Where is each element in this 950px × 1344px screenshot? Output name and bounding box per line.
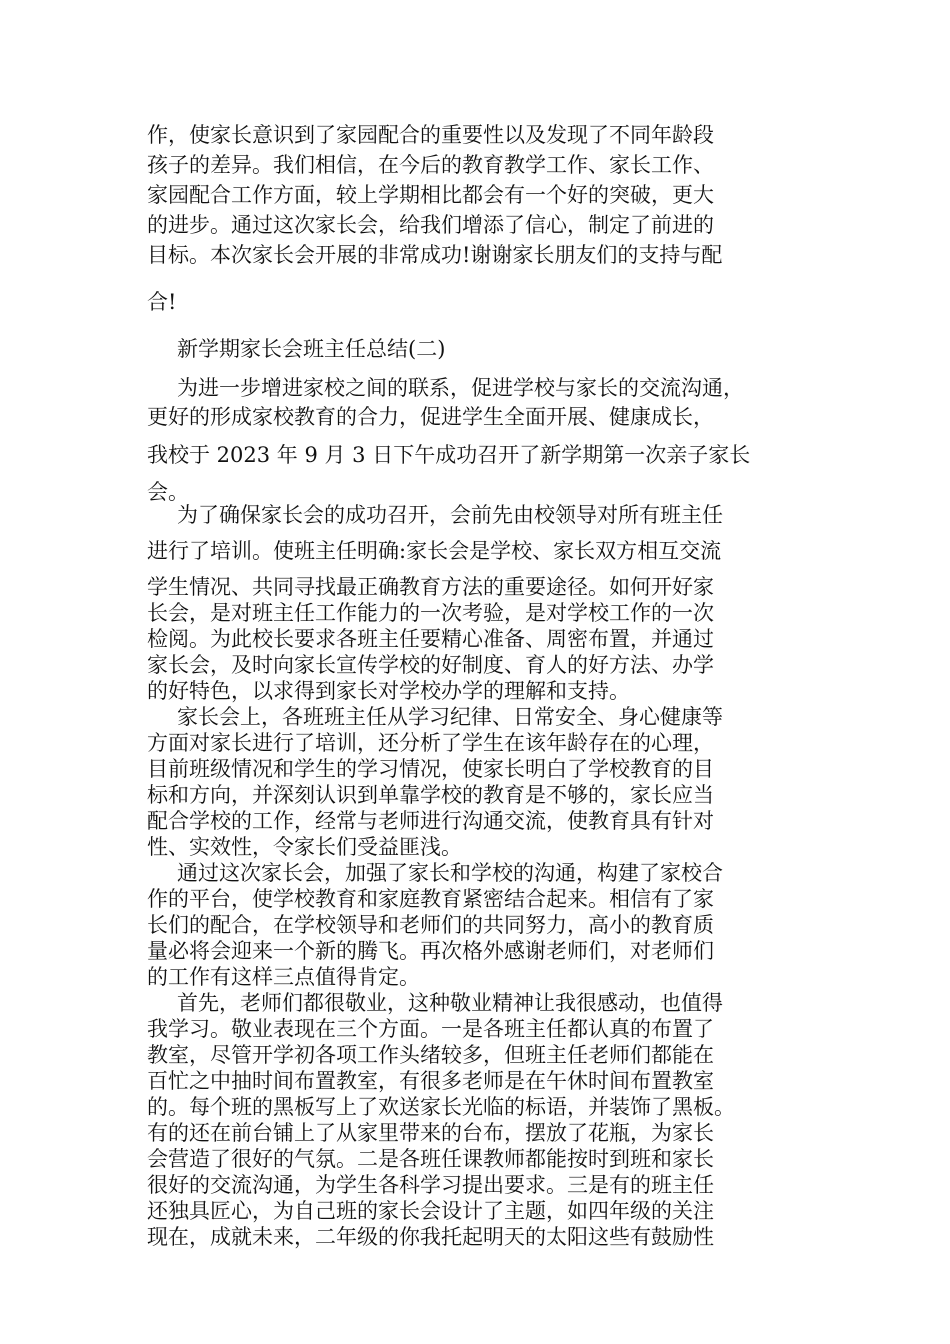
text-line: 目前班级情况和学生的学习情况，使家长明白了学校教育的目 [147, 757, 714, 781]
text-line: 会。 [147, 480, 189, 504]
text-line: 家长会上，各班班主任从学习纪律、日常安全、身心健康等 [177, 705, 723, 729]
text-line: 作，使家长意识到了家园配合的重要性以及发现了不同年龄段 [147, 123, 714, 147]
text-line: 的。每个班的黑板写上了欢送家长光临的标语，并装饰了黑板。 [147, 1095, 735, 1119]
text-line: 长们的配合，在学校领导和老师们的共同努力，高小的教育质 [147, 913, 714, 937]
text-line: 学生情况、共同寻找最正确教育方法的重要途径。如何开好家 [147, 575, 714, 599]
text-line: 通过这次家长会，加强了家长和学校的沟通，构建了家校合 [177, 861, 723, 885]
text-line: 百忙之中抽时间布置教室，有很多老师是在午休时间布置教室 [147, 1069, 714, 1093]
text-line: 目标。本次家长会开展的非常成功!谢谢家长朋友们的支持与配 [147, 243, 723, 267]
text-line: 很好的交流沟通，为学生各科学习提出要求。三是有的班主任 [147, 1173, 714, 1197]
text-line: 家园配合工作方面，较上学期相比都会有一个好的突破，更大 [147, 183, 714, 207]
text-line: 作的平台，使学校教育和家庭教育紧密结合起来。相信有了家 [147, 887, 714, 911]
text-line: 标和方向，并深刻认识到单靠学校的教育是不够的，家长应当 [147, 783, 714, 807]
text-line: 教室，尽管开学初各项工作头绪较多，但班主任老师们都能在 [147, 1043, 714, 1067]
section-title: 新学期家长会班主任总结(二) [177, 337, 446, 361]
text-line: 首先，老师们都很敬业，这种敬业精神让我很感动，也值得 [177, 991, 723, 1015]
text-line: 会营造了很好的气氛。二是各班任课教师都能按时到班和家长 [147, 1147, 714, 1171]
text-line: 为了确保家长会的成功召开，会前先由校领导对所有班主任 [177, 503, 723, 527]
text-line: 性、实效性，令家长们受益匪浅。 [147, 835, 462, 859]
text-line: 我校于 2023 年 9 月 3 日下午成功召开了新学期第一次亲子家长 [147, 443, 751, 467]
text-line: 长会，是对班主任工作能力的一次考验，是对学校工作的一次 [147, 601, 714, 625]
text-line: 为进一步增进家校之间的联系，促进学校与家长的交流沟通， [177, 376, 744, 400]
text-line: 方面对家长进行了培训，还分析了学生在该年龄存在的心理， [147, 731, 714, 755]
text-line: 更好的形成家校教育的合力，促进学生全面开展、健康成长， [147, 405, 714, 429]
text-line: 还独具匠心，为自己班的家长会设计了主题，如四年级的关注 [147, 1199, 714, 1223]
text-line: 配合学校的工作，经常与老师进行沟通交流，使教育具有针对 [147, 809, 714, 833]
text-line: 的进步。通过这次家长会，给我们增添了信心，制定了前进的 [147, 213, 714, 237]
text-line: 我学习。敬业表现在三个方面。一是各班主任都认真的布置了 [147, 1017, 714, 1041]
text-line: 孩子的差异。我们相信，在今后的教育教学工作、家长工作、 [147, 153, 714, 177]
text-line: 量必将会迎来一个新的腾飞。再次格外感谢老师们，对老师们 [147, 939, 714, 963]
text-line: 合! [147, 290, 177, 314]
text-line: 家长会，及时向家长宣传学校的好制度、育人的好方法、办学 [147, 653, 714, 677]
text-line: 有的还在前台铺上了从家里带来的台布，摆放了花瓶，为家长 [147, 1121, 714, 1145]
text-line: 检阅。为此校长要求各班主任要精心准备、周密布置，并通过 [147, 627, 714, 651]
text-line: 的好特色，以求得到家长对学校办学的理解和支持。 [147, 679, 630, 703]
text-line: 的工作有这样三点值得肯定。 [147, 965, 420, 989]
text-line: 进行了培训。使班主任明确:家长会是学校、家长双方相互交流 [147, 539, 722, 563]
text-line: 现在，成就未来，二年级的你我托起明天的太阳这些有鼓励性 [147, 1225, 714, 1249]
